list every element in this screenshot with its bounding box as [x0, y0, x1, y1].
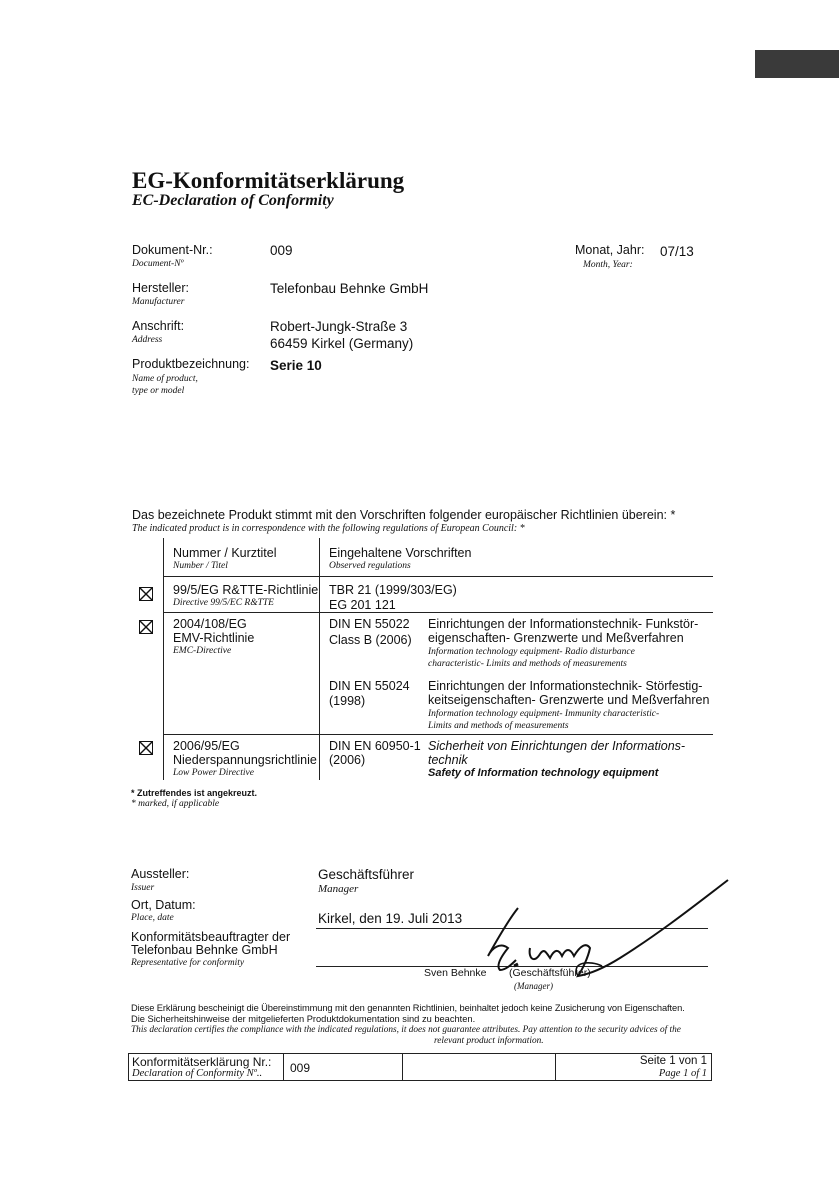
product-label: Produktbezeichnung:	[132, 357, 250, 371]
col1-header: Nummer / Kurztitel	[173, 546, 277, 560]
note-de: * Zutreffendes ist angekreuzt.	[131, 788, 258, 798]
table-divider-h1	[163, 576, 713, 577]
row-emc-b-en2: Limits and methods of measurements	[428, 721, 569, 731]
row-emc-b-de1: Einrichtungen der Informationstechnik- Störfestig-	[428, 679, 703, 693]
document-value: 009	[270, 243, 293, 258]
place-label-en: Place, date	[131, 913, 174, 923]
disclaimer-en-1: This declaration certifies the compliance with the indicated regulations, it does not guarantee attributes. Pay attention to the security advices of the	[131, 1025, 681, 1035]
checkbox-emc	[139, 620, 153, 634]
address-label: Anschrift:	[132, 319, 185, 333]
signer-role: (Geschäftsführer)	[509, 967, 591, 979]
row-rtte-std1: TBR 21 (1999/303/EG)	[329, 583, 457, 597]
handwritten-signature	[470, 878, 735, 978]
footer-label: Konformitätserklärung Nr.:	[132, 1055, 272, 1069]
row-emc-a-de2: eigenschaften- Grenzwerte und Meßverfahren	[428, 631, 684, 645]
product-label-en-2: type or model	[132, 386, 185, 396]
row-emc-a-en1: Information technology equipment- Radio disturbance	[428, 647, 635, 657]
rep-label-2: Telefonbau Behnke GmbH	[131, 943, 278, 957]
disclaimer-de-1: Diese Erklärung bescheinigt die Übereinstimmung mit den genannten Richtlinien, beinhaltet jedoch keine Zusicherung von Eigenschaften.	[131, 1003, 685, 1013]
table-divider-v2	[319, 538, 320, 780]
issuer-label-en: Issuer	[131, 883, 155, 893]
manufacturer-label: Hersteller:	[132, 281, 189, 295]
product-label-en-1: Name of product,	[132, 374, 198, 384]
row-emc-a-en2: characteristic- Limits and methods of measurements	[428, 659, 627, 669]
row-rtte-title: 99/5/EG R&TTE-Richtlinie	[173, 583, 319, 597]
checkbox-lvd	[139, 741, 153, 755]
place-date-value: Kirkel, den 19. Juli 2013	[318, 911, 463, 926]
row-emc-b-en1: Information technology equipment- Immunity characteristic-	[428, 709, 660, 719]
row-emc-a-std1: DIN EN 55022	[329, 617, 410, 631]
statement-de: Das bezeichnete Produkt stimmt mit den Vorschriften folgender europäischer Richtlinien überein: *	[132, 508, 676, 522]
row-rtte-title-en: Directive 99/5/EC R&TTE	[173, 598, 274, 608]
row-emc-a-std2: Class B (2006)	[329, 633, 412, 647]
page-title: EG-Konformitätserklärung	[132, 168, 405, 193]
footer-page-en: Page 1 of 1	[658, 1068, 707, 1079]
note-en: * marked, if applicable	[131, 799, 220, 809]
row-lvd-std2: (2006)	[329, 753, 366, 767]
address-line-1: Robert-Jungk-Straße 3	[270, 319, 408, 334]
page-subtitle: EC-Declaration of Conformity	[132, 192, 334, 209]
row-emc-a-de1: Einrichtungen der Informationstechnik- Funkstör-	[428, 617, 699, 631]
date-label-en: Month, Year:	[583, 260, 633, 270]
corner-tab-marker	[755, 50, 839, 78]
disclaimer-en-2: relevant product information.	[434, 1036, 544, 1046]
issuer-value: Geschäftsführer	[318, 867, 415, 882]
date-value: 07/13	[660, 244, 694, 259]
footer-label-en: Declaration of Conformity Nº..	[132, 1068, 263, 1079]
col1-header-en: Number / Titel	[173, 561, 228, 571]
rep-label-en: Representative for conformity	[131, 958, 245, 968]
table-divider-h2	[163, 612, 713, 613]
footer-page: Seite 1 von 1	[639, 1055, 707, 1067]
footer-table	[128, 1053, 712, 1081]
row-lvd-title-1: 2006/95/EG	[173, 739, 240, 753]
row-lvd-std1: DIN EN 60950-1	[329, 739, 421, 753]
document-label-en: Document-Nº	[132, 259, 184, 269]
statement-en: The indicated product is in correspondence with the following regulations of European Council: *	[132, 523, 525, 534]
signer-name: Sven Behnke	[424, 967, 487, 979]
manufacturer-value: Telefonbau Behnke GmbH	[270, 281, 429, 296]
disclaimer-de-2: Die Sicherheitshinweise der mitgelieferten Produktdokumentation sind zu beachten.	[131, 1014, 476, 1024]
checkbox-rtte	[139, 587, 153, 601]
footer-page-cell	[556, 1054, 711, 1080]
row-emc-title-2: EMV-Richtlinie	[173, 631, 255, 645]
issuer-label: Aussteller:	[131, 867, 190, 881]
footer-empty-cell	[403, 1054, 556, 1080]
regulations-table	[131, 538, 713, 788]
row-lvd-de2: technik	[428, 753, 468, 767]
checked-cross-icon	[140, 621, 152, 633]
row-emc-title-1: 2004/108/EG	[173, 617, 247, 631]
row-lvd-en: Safety of Information technology equipment	[428, 767, 659, 779]
checked-cross-icon	[140, 742, 152, 754]
manufacturer-label-en: Manufacturer	[132, 297, 185, 307]
table-divider-v1	[163, 538, 164, 780]
row-emc-b-std1: DIN EN 55024	[329, 679, 410, 693]
footer-label-cell	[129, 1054, 284, 1080]
product-value: Serie 10	[270, 358, 322, 373]
footer-number-cell	[284, 1054, 403, 1080]
row-emc-title-en: EMC-Directive	[173, 646, 232, 656]
row-rtte-std2: EG 201 121	[329, 598, 396, 612]
row-lvd-title-en: Low Power Directive	[173, 768, 254, 778]
signer-role-en: (Manager)	[514, 981, 553, 991]
row-emc-b-std2: (1998)	[329, 694, 366, 708]
address-line-2: 66459 Kirkel (Germany)	[270, 336, 414, 351]
col2-header: Eingehaltene Vorschriften	[329, 546, 472, 560]
place-label: Ort, Datum:	[131, 898, 196, 912]
col2-header-en: Observed regulations	[329, 561, 411, 571]
row-lvd-de1: Sicherheit von Einrichtungen der Informations-	[428, 739, 686, 753]
footer-number: 009	[290, 1061, 311, 1075]
address-label-en: Address	[132, 335, 163, 345]
row-lvd-title-2: Niederspannungsrichtlinie	[173, 753, 317, 767]
rep-label-1: Konformitätsbeauftragter der	[131, 930, 291, 944]
issuer-value-en: Manager	[318, 883, 359, 895]
row-emc-b-de2: keitseigenschaften- Grenzwerte und Meßverfahren	[428, 693, 710, 707]
date-label: Monat, Jahr:	[575, 243, 645, 257]
table-divider-h3	[163, 734, 713, 735]
document-label: Dokument-Nr.:	[132, 243, 213, 257]
checked-cross-icon	[140, 588, 152, 600]
